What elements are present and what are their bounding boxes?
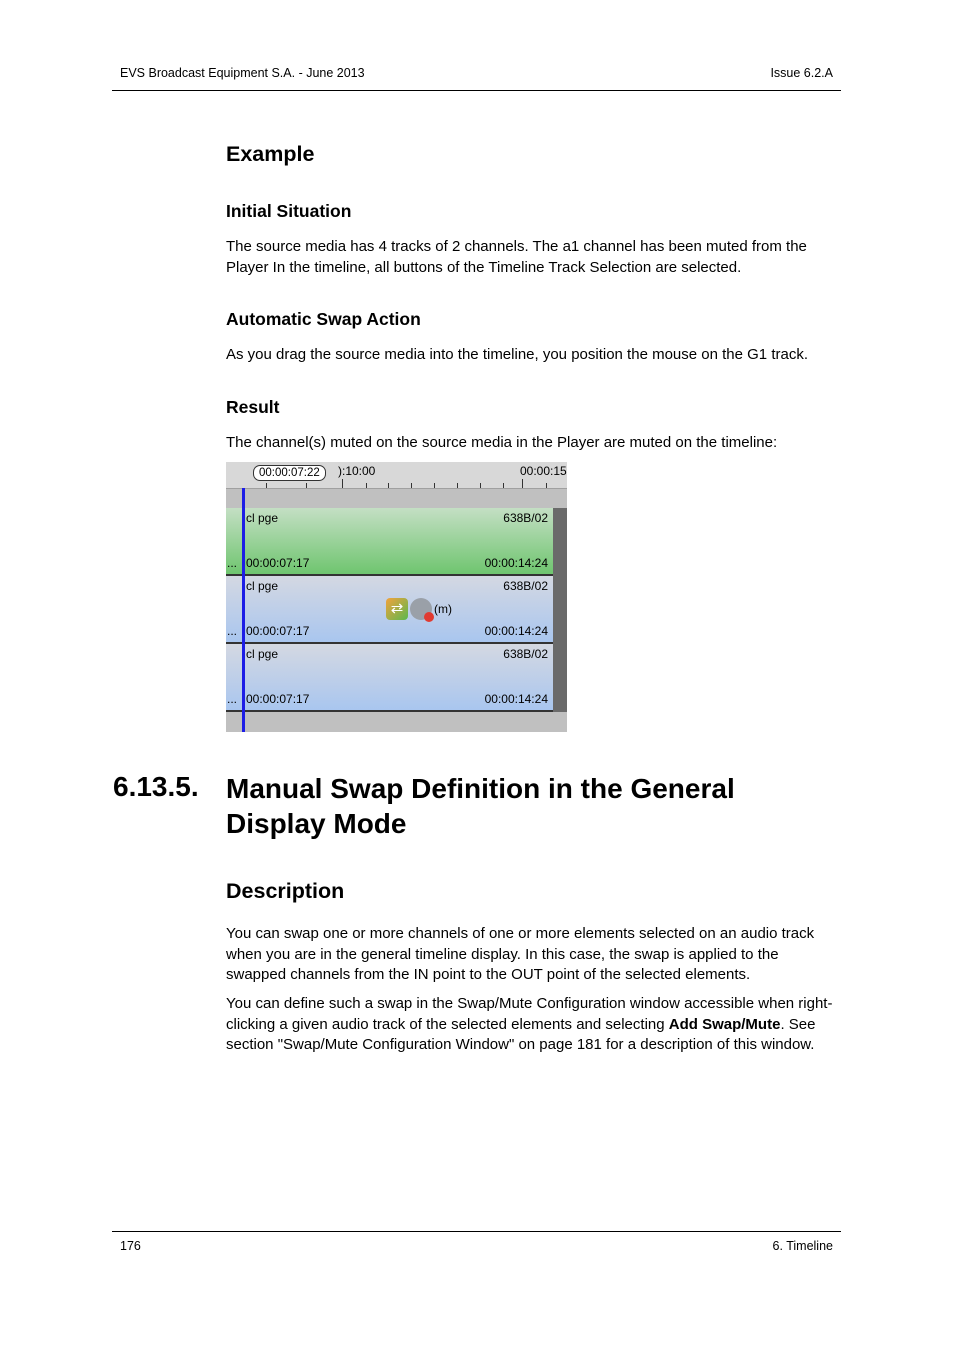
clip-out-point: 00:00:14:24 [484, 692, 548, 706]
paragraph-text: . See section "Swap/Mute Configuration Window" on page 181 for a description of this window. [226, 1015, 816, 1053]
timeline-track-2[interactable] [226, 576, 553, 644]
example-heading: Example [226, 142, 315, 166]
timeline-screenshot [226, 462, 567, 732]
clip-id: 638B/02 [503, 579, 548, 593]
clip-out-point: 00:00:14:24 [484, 556, 548, 570]
result-text: The channel(s) muted on the source media in the Player are muted on the timeline: [226, 434, 778, 451]
clip-dots: ... [227, 692, 238, 706]
ruler-label-mid: ):10:00 [338, 464, 376, 478]
result-heading: Result [226, 397, 280, 417]
ruler-tick [342, 479, 343, 488]
automatic-swap-heading: Automatic Swap Action [226, 309, 421, 329]
paragraph-text: You can define such a swap in the Swap/Mute Configuration window accessible when right-clicking a given audio track of the selected elements and selecting [226, 995, 833, 1033]
swap-icon: ⇄ [386, 598, 408, 620]
track-end-handle[interactable] [553, 644, 567, 712]
clip-out-point: 00:00:14:24 [484, 624, 548, 638]
ruler-label-right: 00:00:15 [520, 464, 567, 478]
ruler-tick [306, 483, 307, 488]
clip-name: cl pge [246, 579, 279, 593]
clip-name: cl pge [246, 647, 279, 661]
chapter-name: 6. Timeline [772, 1239, 833, 1253]
timeline-track-1[interactable] [226, 508, 553, 576]
initial-situation-text: The source media has 4 tracks of 2 channels. The a1 channel has been muted from the Player In the timeline, all buttons of the Timeline Track Selection are selected. [226, 238, 807, 276]
timeline-ruler [226, 462, 567, 489]
add-swap-mute-command: Add Swap/Mute [668, 1015, 781, 1033]
clip-in-point: 00:00:07:17 [246, 692, 310, 706]
section-title: Manual Swap Definition in the General Display Mode [226, 773, 735, 839]
ruler-tick [457, 483, 458, 488]
ruler-tick [480, 483, 481, 488]
timeline-track-3[interactable] [226, 644, 553, 712]
clip-name: cl pge [246, 511, 279, 525]
clip-in-point: 00:00:07:17 [246, 624, 310, 638]
track-end-handle[interactable] [553, 508, 567, 576]
playhead-cursor[interactable] [242, 488, 245, 732]
clip-id: 638B/02 [503, 647, 548, 661]
mute-label: (m) [434, 602, 452, 616]
initial-situation-heading: Initial Situation [226, 201, 352, 221]
header-right: Issue 6.2.A [770, 66, 833, 80]
section-number: 6.13.5. [113, 771, 199, 802]
ruler-tick [503, 483, 504, 488]
mute-icon [410, 598, 432, 620]
page-footer [112, 1231, 841, 1253]
page-number: 176 [120, 1239, 141, 1253]
ruler-tick [522, 479, 523, 488]
ruler-tick [366, 483, 367, 488]
automatic-swap-text: As you drag the source media into the timeline, you position the mouse on the G1 track. [226, 346, 808, 363]
clip-in-point: 00:00:07:17 [246, 556, 310, 570]
ruler-tick [546, 483, 547, 488]
description-heading: Description [226, 879, 345, 903]
ruler-tick [411, 483, 412, 488]
ruler-tick [266, 483, 267, 488]
ruler-tick [388, 483, 389, 488]
swap-mute-indicators [386, 598, 452, 620]
ruler-tick [434, 483, 435, 488]
clip-dots: ... [227, 624, 238, 638]
timecode-badge: 00:00:07:22 [253, 465, 326, 481]
page-header [112, 66, 841, 91]
clip-dots: ... [227, 556, 238, 570]
description-paragraph-1: You can swap one or more channels of one or more elements selected on an audio track when you are in the general timeline display. In this case, the swap is applied to the swapped channels from the IN point to the OUT point of the selected elements. [226, 925, 815, 983]
track-end-handle[interactable] [553, 576, 567, 644]
description-paragraph-2 [226, 994, 841, 1056]
clip-id: 638B/02 [503, 511, 548, 525]
header-left: EVS Broadcast Equipment S.A. - June 2013 [120, 66, 365, 80]
